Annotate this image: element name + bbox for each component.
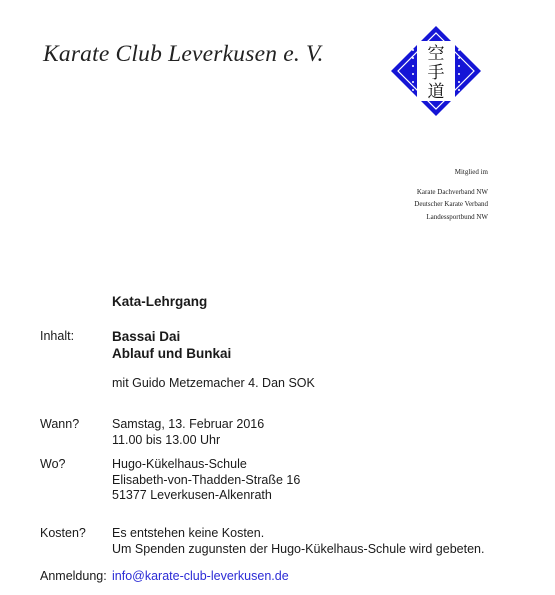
- logo-char-1: 空: [427, 44, 445, 64]
- content-line: Ablauf und Bunkai: [112, 346, 232, 361]
- membership-title: Mitglied im: [454, 168, 488, 176]
- venue-name: Hugo-Kükelhaus-Schule: [112, 457, 247, 471]
- where-label: Wo?: [40, 457, 66, 471]
- membership-block: [414, 166, 488, 223]
- membership-org: Landessportbund NW: [426, 212, 488, 221]
- registration-label: Anmeldung:: [40, 569, 107, 583]
- event-date: Samstag, 13. Februar 2016: [112, 417, 265, 431]
- club-title: Karate Club Leverkusen e. V.: [43, 41, 324, 67]
- membership-org: Karate Dachverband NW: [416, 187, 488, 196]
- where-value: [112, 457, 300, 504]
- costs-line: Um Spenden zugunsten der Hugo-Kükelhaus-Schule wird gebeten.: [112, 541, 485, 556]
- when-value: [112, 417, 264, 448]
- costs-line: Es entstehen keine Kosten.: [112, 526, 265, 540]
- content-value: [112, 328, 231, 362]
- venue-city: 51377 Leverkusen-Alkenrath: [112, 488, 272, 502]
- logo-char-2: 手: [427, 63, 445, 83]
- content-line: Bassai Dai: [112, 329, 181, 344]
- content-label: Inhalt:: [40, 329, 75, 343]
- karate-logo-icon: [389, 24, 483, 118]
- registration-email-link[interactable]: info@karate-club-leverkusen.de: [112, 569, 289, 583]
- event-time: 11.00 bis 13.00 Uhr: [112, 432, 221, 447]
- venue-street: Elisabeth-von-Thadden-Straße 16: [112, 472, 301, 487]
- instructor-text: mit Guido Metzemacher 4. Dan SOK: [112, 376, 315, 390]
- logo-char-3: 道: [427, 82, 445, 102]
- when-label: Wann?: [40, 417, 80, 431]
- costs-label: Kosten?: [40, 526, 86, 540]
- event-title: Kata-Lehrgang: [112, 294, 208, 309]
- membership-org: Deutscher Karate Verband: [414, 200, 488, 208]
- costs-value: [112, 526, 484, 557]
